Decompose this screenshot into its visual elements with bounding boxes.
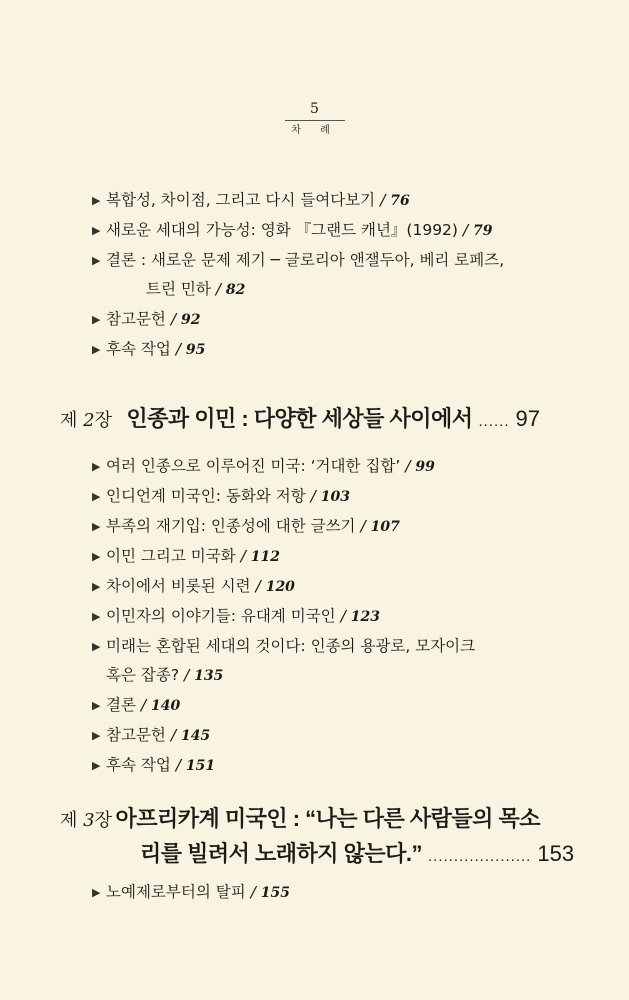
list-item[interactable]: ▶ 참고문헌 / 145 bbox=[92, 721, 522, 751]
item-page: 145 bbox=[180, 728, 211, 744]
leader-dots: ...... bbox=[478, 413, 510, 430]
triangle-bullet-icon: ▶ bbox=[92, 729, 101, 742]
list-item[interactable]: ▶ 새로운 세대의 가능성: 영화 『그랜드 캐년』(1992) / 79 bbox=[92, 216, 522, 246]
section1-list bbox=[92, 186, 522, 365]
item-page: 151 bbox=[185, 758, 216, 774]
item-page: 120 bbox=[265, 579, 295, 595]
triangle-bullet-icon: ▶ bbox=[92, 194, 101, 207]
triangle-bullet-icon: ▶ bbox=[92, 759, 101, 772]
triangle-bullet-icon: ▶ bbox=[92, 224, 101, 237]
running-title: 차 례 bbox=[291, 125, 338, 136]
list-item[interactable]: ▶ 참고문헌 / 92 bbox=[92, 305, 522, 335]
chapter-2-list bbox=[92, 452, 522, 781]
page-number: 5 bbox=[310, 101, 319, 117]
header-divider bbox=[285, 120, 345, 121]
chapter-page: 97 bbox=[515, 406, 540, 431]
list-item[interactable]: ▶ 복합성, 차이점, 그리고 다시 들여다보기 / 76 bbox=[92, 186, 522, 216]
list-item[interactable]: ▶ 결론 : 새로운 문제 제기 ─ 글로리아 앤잴두아, 베리 로페즈, 트린 민하 / 82 bbox=[92, 246, 522, 305]
page-header bbox=[0, 100, 629, 138]
list-item[interactable]: ▶ 이민자의 이야기들: 유대계 미국인 / 123 bbox=[92, 602, 522, 632]
list-item[interactable]: ▶ 미래는 혼합된 세대의 것이다: 인종의 용광로, 모자이크 혹은 잡종? / 135 bbox=[92, 632, 522, 691]
item-page: 123 bbox=[350, 609, 380, 625]
item-page: 99 bbox=[415, 459, 435, 475]
triangle-bullet-icon: ▶ bbox=[92, 610, 101, 623]
triangle-bullet-icon: ▶ bbox=[92, 313, 101, 326]
chapter-number: 제 3장 bbox=[60, 810, 112, 831]
chapter-title-continued: 리를 빌려서 노래하지 않는다.” bbox=[140, 841, 422, 866]
item-page: 112 bbox=[250, 549, 280, 565]
leader-dots: .................... bbox=[427, 848, 532, 865]
triangle-bullet-icon: ▶ bbox=[92, 490, 101, 503]
list-item[interactable]: ▶ 부족의 재기입: 인종성에 대한 글쓰기 / 107 bbox=[92, 512, 522, 542]
triangle-bullet-icon: ▶ bbox=[92, 886, 101, 899]
list-item[interactable]: ▶ 결론 / 140 bbox=[92, 691, 522, 721]
item-page: 135 bbox=[194, 668, 224, 684]
item-page: 140 bbox=[151, 698, 181, 714]
item-page: 79 bbox=[473, 223, 493, 239]
list-item[interactable]: ▶ 이민 그리고 미국화 / 112 bbox=[92, 542, 522, 572]
list-item[interactable]: ▶ 후속 작업 / 151 bbox=[92, 751, 522, 781]
triangle-bullet-icon: ▶ bbox=[92, 460, 101, 473]
triangle-bullet-icon: ▶ bbox=[92, 699, 101, 712]
list-item[interactable]: ▶ 인디언계 미국인: 동화와 저항 / 103 bbox=[92, 482, 522, 512]
list-item[interactable]: ▶ 후속 작업 / 95 bbox=[92, 335, 522, 365]
item-page: 92 bbox=[180, 312, 201, 328]
triangle-bullet-icon: ▶ bbox=[92, 640, 101, 653]
item-page: 95 bbox=[185, 342, 206, 358]
triangle-bullet-icon: ▶ bbox=[92, 343, 101, 356]
triangle-bullet-icon: ▶ bbox=[92, 254, 101, 267]
item-page: 107 bbox=[370, 519, 400, 535]
chapter-page: 153 bbox=[537, 841, 575, 866]
list-item[interactable]: ▶ 차이에서 비롯된 시련 / 120 bbox=[92, 572, 522, 602]
chapter-number: 제 2장 bbox=[60, 410, 112, 431]
chapter-3-heading[interactable] bbox=[60, 802, 575, 868]
item-page: 103 bbox=[320, 489, 350, 505]
chapter-3-list bbox=[92, 878, 522, 908]
list-item[interactable]: ▶ 노예제로부터의 탈피 / 155 bbox=[92, 878, 522, 908]
item-page: 155 bbox=[260, 885, 290, 901]
item-page: 76 bbox=[390, 193, 410, 209]
triangle-bullet-icon: ▶ bbox=[92, 520, 101, 533]
list-item[interactable]: ▶ 여러 인종으로 이루어진 미국: ‘거대한 집합’ / 99 bbox=[92, 452, 522, 482]
chapter-2-heading[interactable] bbox=[60, 402, 540, 433]
triangle-bullet-icon: ▶ bbox=[92, 550, 101, 563]
chapter-title: 아프리카계 미국인 : “나는 다른 사람들의 목소 bbox=[115, 806, 540, 831]
item-page: 82 bbox=[225, 282, 246, 298]
triangle-bullet-icon: ▶ bbox=[92, 580, 101, 593]
chapter-title: 인종과 이민 : 다양한 세상들 사이에서 bbox=[126, 406, 473, 431]
